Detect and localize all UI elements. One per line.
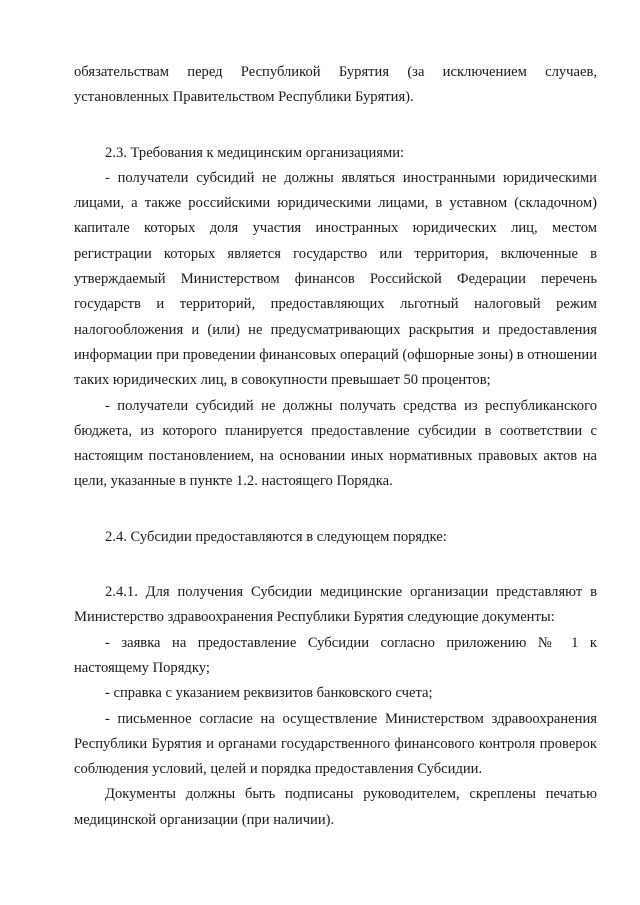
paragraph-obligations-continuation: обязательствам перед Республикой Бурятия (за исключением случаев, установленных Правительством Республики Бурятия). (74, 64, 597, 106)
requirement-no-other-funds: - получатели субсидий не должны получать средства из республиканского бюджета, из которого планируется предоставление субсидии в соответствии с настоящим постановлением, на основании иных нормативных правовых актов на цели, указанные в пункте 1.2. настоящего Порядка. (74, 397, 597, 490)
document-item-written-consent: - письменное согласие на осуществление Министерством здравоохранения Республики Бурятия и органами государственного финансового контроля проверок соблюдения условий, целей и порядка предоставления Субсидии. (74, 710, 597, 778)
documents-signature-paragraph: Документы должны быть подписаны руководителем, скреплены печатью медицинской организации (при наличии). (74, 786, 597, 828)
section-2-4-1-paragraph: 2.4.1. Для получения Субсидии медицинские организации представляют в Министерство здравоохранения Республики Бурятия следующие документы: (74, 584, 597, 626)
section-2-4-heading: 2.4. Субсидии предоставляются в следующем порядке: (105, 528, 447, 545)
section-2-3-heading: 2.3. Требования к медицинским организациями: (105, 144, 405, 161)
document-page (74, 60, 597, 833)
requirement-foreign-entities: - получатели субсидий не должны являться иностранными юридическими лицами, а также российскими юридическими лицами, в уставном (складочном) капитале которых доля участия иностранных юридических лиц, местом регистрации которых является государство или территория, включенные в утверждаемый Министерством финансов Российской Федерации перечень государств и территорий, предоставляющих льготный налоговый режим налогообложения и (или) не предусматривающих раскрытия и предоставления информации при проведении финансовых операций (офшорные зоны) в отношении таких юридических лиц, в совокупности превышает 50 процентов; (74, 169, 597, 389)
document-item-application: - заявка на предоставление Субсидии согласно приложению № 1 к настоящему Порядку; (74, 634, 597, 676)
document-item-bank-details: - справка с указанием реквизитов банковского счета; (105, 685, 433, 702)
